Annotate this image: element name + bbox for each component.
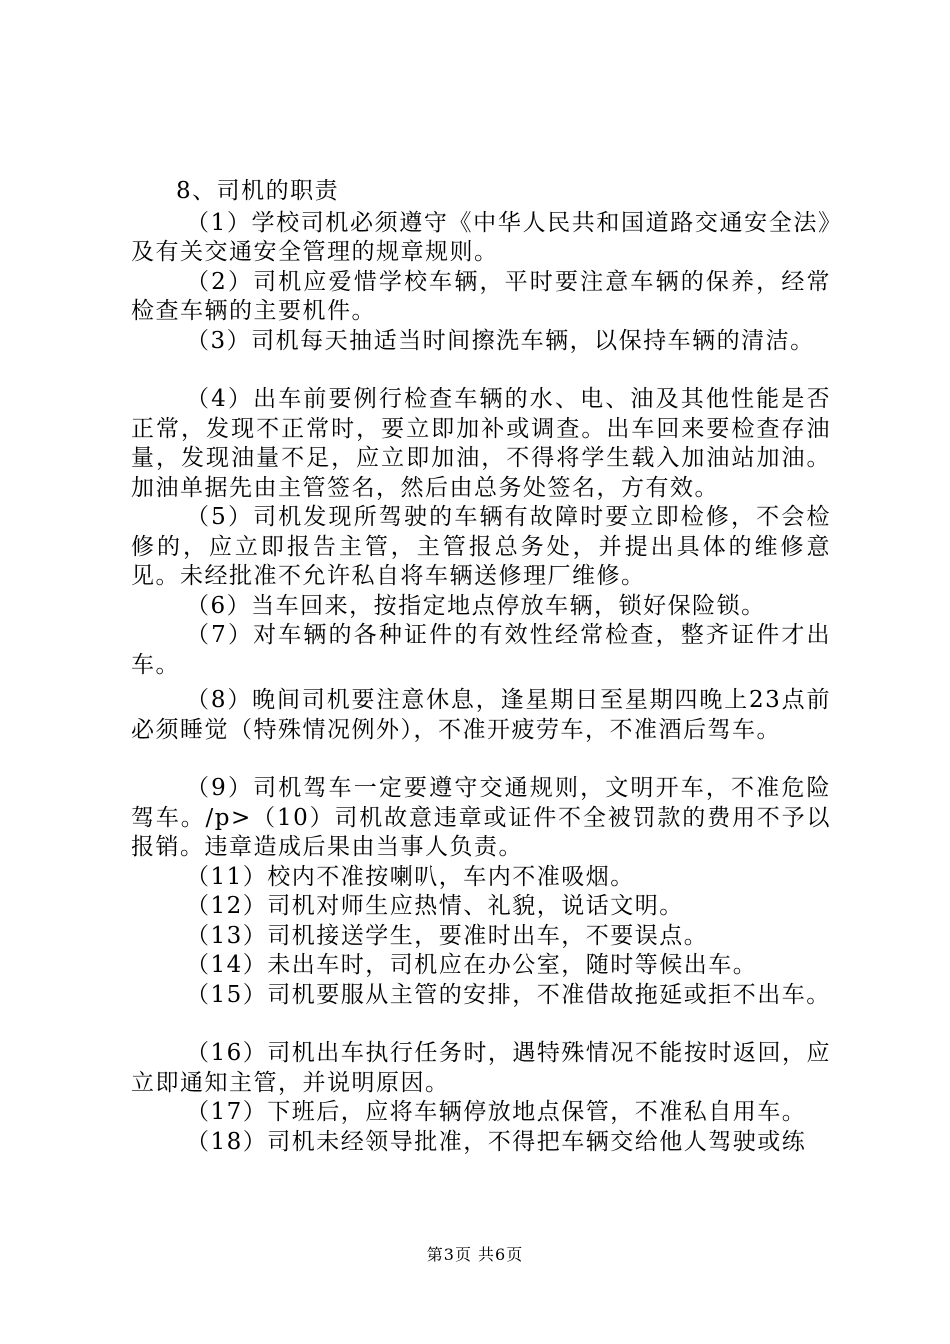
paragraph-9: （9）司机驾车一定要遵守交通规则，文明开车，不准危险驾车。/p>（10）司机故意违章或证件不全被罚款的费用不予以报销。违章造成后果由当事人负责。: [131, 775, 831, 860]
paragraph-11: （11）校内不准按喇叭，车内不准吸烟。: [186, 863, 635, 890]
paragraph-6: （6）当车回来，按指定地点停放车辆，锁好保险锁。: [186, 592, 766, 619]
paragraph-3: （3）司机每天抽适当时间擦洗车辆，以保持车辆的清洁。: [186, 327, 815, 354]
paragraph-1: （1）学校司机必须遵守《中华人民共和国道路交通安全法》及有关交通安全管理的规章规则。: [131, 209, 831, 265]
paragraph-14: （14）未出车时，司机应在办公室，随时等候出车。: [186, 952, 758, 978]
paragraph-13: （13）司机接送学生，要准时出车，不要误点。: [186, 922, 709, 949]
paragraph-8: （8）晚间司机要注意休息，逢星期日至星期四晚上23点前必须睡觉（特殊情况例外），不准开疲劳车，不准酒后驾车。: [131, 687, 831, 743]
section-heading: 8、司机的职责: [176, 178, 340, 204]
paragraph-17: （17）下班后，应将车辆停放地点保管，不准私自用车。: [186, 1099, 807, 1125]
paragraph-16: （16）司机出车执行任务时，遇特殊情况不能按时返回，应立即通知主管，并说明原因。: [131, 1040, 831, 1096]
page-number-footer: 第3页 共6页: [426, 1245, 524, 1264]
paragraph-4: （4）出车前要例行检查车辆的水、电、油及其他性能是否正常，发现不正常时，要立即加补或调查。出车回来要检查存油量，发现油量不足，应立即加油，不得将学生载入加油站加油。加油单据先由主管签名，然后由总务处签名，方有效。: [131, 386, 831, 501]
paragraph-18: （18）司机未经领导批准，不得把车辆交给他人驾驶或练: [186, 1128, 807, 1155]
document-body: [131, 177, 831, 1157]
paragraph-12: （12）司机对师生应热情、礼貌，说话文明。: [186, 893, 684, 919]
paragraph-7: （7）对车辆的各种证件的有效性经常检查，整齐证件才出车。: [131, 622, 831, 678]
paragraph-5: （5）司机发现所驾驶的车辆有故障时要立即检修，不会检修的，应立即报告主管，主管报总务处，并提出具体的维修意见。未经批准不允许私自将车辆送修理厂维修。: [131, 504, 831, 589]
paragraph-2: （2）司机应爱惜学校车辆，平时要注意车辆的保养，经常检查车辆的主要机件。: [131, 268, 831, 324]
paragraph-15: （15）司机要服从主管的安排，不准借故拖延或拒不出车。: [186, 981, 831, 1008]
